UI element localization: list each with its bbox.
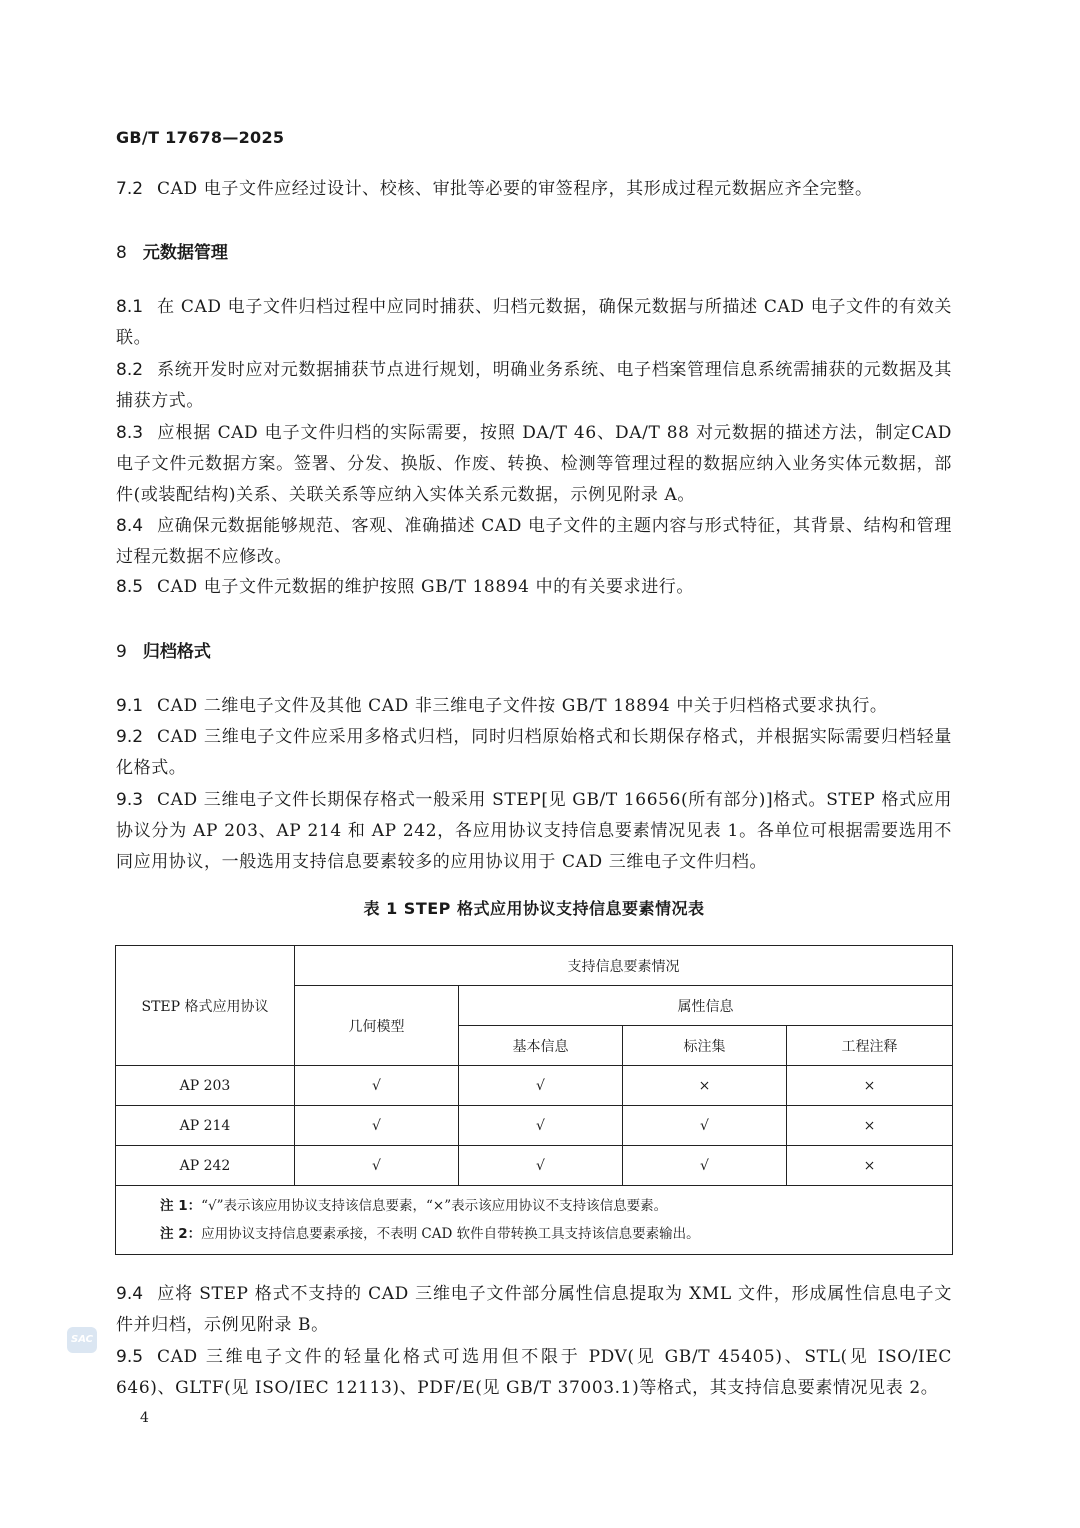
cell-annotation: √ [623,1106,787,1146]
clause-number: 9.4 [116,1284,144,1304]
clause-number: 9.2 [116,727,144,747]
header-protocol: STEP 格式应用协议 [116,946,295,1066]
cell-basic: √ [459,1146,623,1186]
note-label: 注 2： [160,1226,202,1242]
clause-9-4 [116,1279,952,1341]
standard-number-header: GB/T 17678—2025 [116,128,285,147]
clause-number: 8.5 [116,577,144,597]
clause-text: 应将 STEP 格式不支持的 CAD 三维电子文件部分属性信息提取为 XML 文件，形成属性信息电子文件并归档，示例见附录 B。 [116,1284,952,1335]
clause-text: 应根据 CAD 电子文件归档的实际需要，按照 DA/T 46、DA/T 88 对元数据的描述方法，制定CAD 电子文件元数据方案。签署、分发、换版、作废、转换、检测等管理过程的数据应纳入业务实体元数据，部件(或装配结构)关系、关联关系等应纳入实体关系元数据，示例见附录 A。 [116,423,952,505]
note-text: 应用协议支持信息要素承接，不表明 CAD 软件自带转换工具支持该信息要素输出。 [201,1226,700,1242]
note-label: 注 1： [160,1198,202,1214]
clause-text: CAD 电子文件应经过设计、校核、审批等必要的审签程序，其形成过程元数据应齐全完整。 [157,179,873,199]
table-note-1 [160,1192,952,1220]
section-number: 9 [116,642,127,662]
header-geometry: 几何模型 [295,986,459,1066]
section-number: 8 [116,243,127,263]
section-title: 归档格式 [142,642,211,662]
cell-engineering: × [787,1146,953,1186]
table-notes [116,1186,953,1255]
cell-engineering: × [787,1106,953,1146]
cell-basic: √ [459,1106,623,1146]
clause-9-2 [116,722,952,784]
clause-text: CAD 三维电子文件应采用多格式归档，同时归档原始格式和长期保存格式，并根据实际需要归档轻量化格式。 [116,727,952,778]
section-heading-8 [116,238,228,263]
page-number: 4 [140,1410,149,1426]
clause-text: 系统开发时应对元数据捕获节点进行规划，明确业务系统、电子档案管理信息系统需捕获的元数据及其捕获方式。 [116,360,952,411]
clause-9-5 [116,1342,952,1404]
clause-number: 7.2 [116,179,144,199]
step-protocol-table [115,945,953,1255]
header-support: 支持信息要素情况 [295,946,953,986]
clause-text: 应确保元数据能够规范、客观、准确描述 CAD 电子文件的主题内容与形式特征，其背景、结构和管理过程元数据不应修改。 [116,516,952,567]
cell-protocol: AP 203 [116,1066,295,1106]
clause-9-3 [116,785,952,878]
section-title: 元数据管理 [142,243,228,263]
table-caption: 表 1 STEP 格式应用协议支持信息要素情况表 [363,899,705,918]
clause-number: 8.4 [116,516,144,536]
table-row [116,1146,953,1186]
cell-engineering: × [787,1066,953,1106]
note-text: “√”表示该应用协议支持该信息要素，“×”表示该应用协议不支持该信息要素。 [201,1198,668,1214]
clause-text: CAD 三维电子文件长期保存格式一般采用 STEP[见 GB/T 16656(所有部分)]格式。STEP 格式应用协议分为 AP 203、AP 214 和 AP 242，各应用协议支持信息要素情况见表 1。各单位可根据需要选用不同应用协议，一般选用支持信息要素较多的应用协议用于 CAD 三维电子文件归档。 [116,790,952,872]
cell-geometry: √ [295,1066,459,1106]
clause-number: 9.1 [116,696,144,716]
clause-9-1 [116,691,952,722]
header-annotation: 标注集 [623,1026,787,1066]
table-row [116,1106,953,1146]
clause-number: 8.2 [116,360,144,380]
clause-number: 9.5 [116,1347,144,1367]
clause-8-4 [116,511,952,573]
cell-geometry: √ [295,1146,459,1186]
clause-text: CAD 电子文件元数据的维护按照 GB/T 18894 中的有关要求进行。 [157,577,694,597]
table-note-2 [160,1220,952,1248]
section-heading-9 [116,637,211,662]
clause-text: 在 CAD 电子文件归档过程中应同时捕获、归档元数据，确保元数据与所描述 CAD 电子文件的有效关联。 [116,297,952,348]
cell-basic: √ [459,1066,623,1106]
clause-text: CAD 二维电子文件及其他 CAD 非三维电子文件按 GB/T 18894 中关于归档格式要求执行。 [157,696,888,716]
header-engineering: 工程注释 [787,1026,953,1066]
cell-protocol: AP 242 [116,1146,295,1186]
cell-annotation: √ [623,1146,787,1186]
sac-watermark-logo: SAC [67,1327,97,1353]
table-header-row [116,946,953,986]
clause-8-1 [116,292,952,354]
clause-7-2 [116,174,952,205]
clause-text: CAD 三维电子文件的轻量化格式可选用但不限于 PDV(见 GB/T 45405)、STL(见 ISO/IEC 646)、GLTF(见 ISO/IEC 12113)、PDF/E(见 GB/T 37003.1)等格式，其支持信息要素情况见表 2。 [116,1347,952,1398]
clause-number: 9.3 [116,790,144,810]
clause-number: 8.1 [116,297,144,317]
header-attribute: 属性信息 [459,986,953,1026]
table-row [116,1066,953,1106]
clause-8-3 [116,418,952,511]
clause-8-5 [116,572,952,603]
table-notes-row [116,1186,953,1255]
cell-annotation: × [623,1066,787,1106]
clause-8-2 [116,355,952,417]
cell-protocol: AP 214 [116,1106,295,1146]
clause-number: 8.3 [116,423,144,443]
cell-geometry: √ [295,1106,459,1146]
header-basic: 基本信息 [459,1026,623,1066]
